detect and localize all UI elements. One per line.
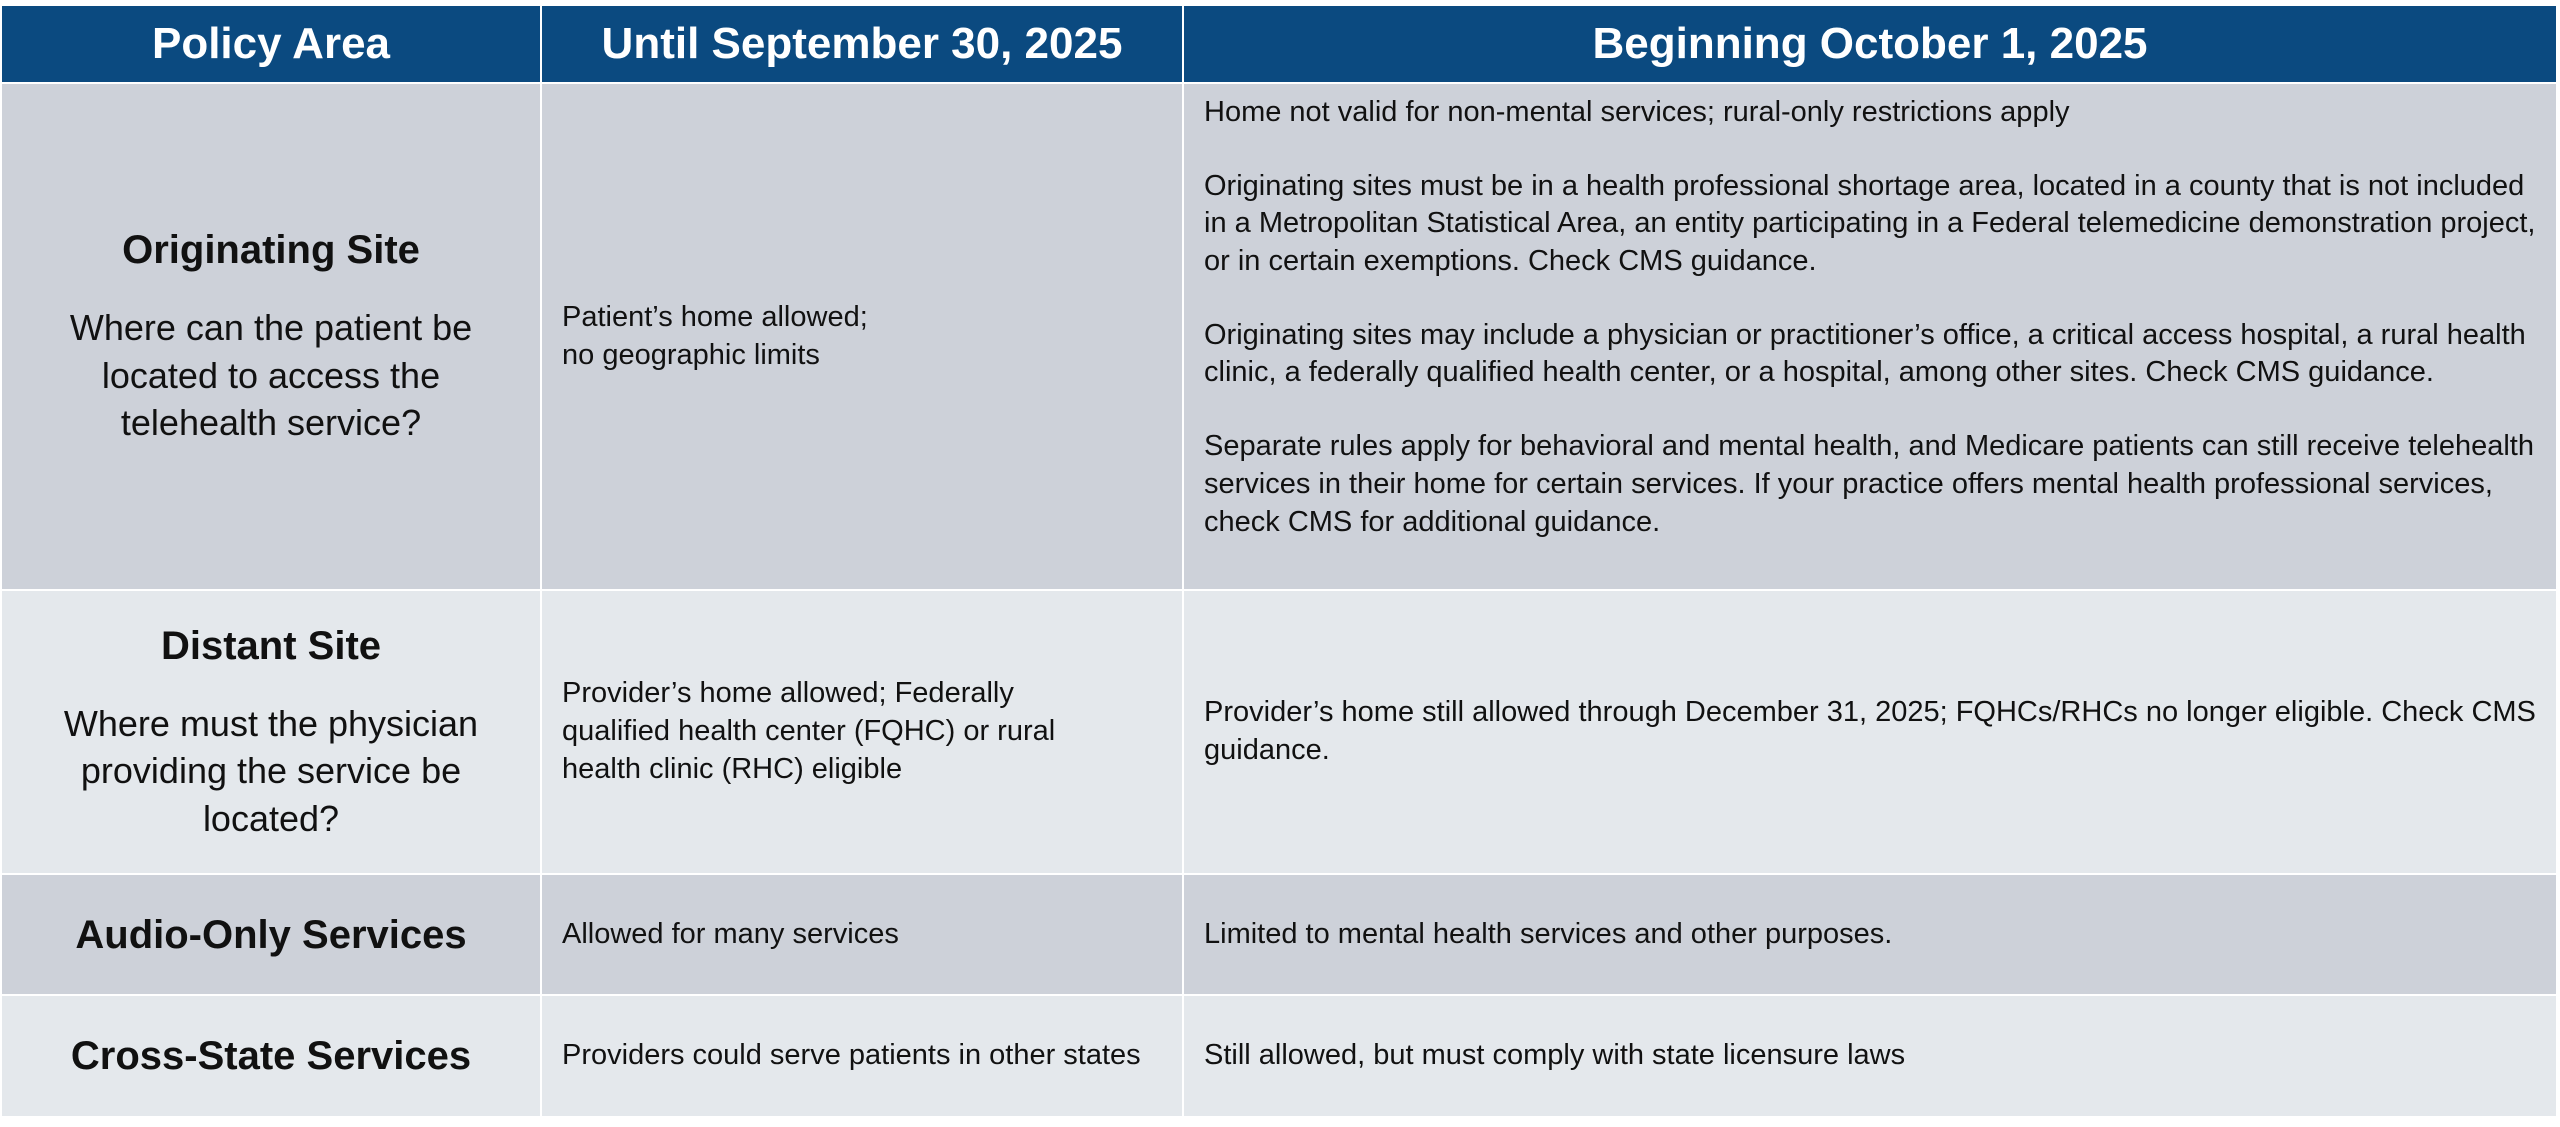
header-beginning-oct-1-2025: Beginning October 1, 2025 [1184, 6, 2556, 82]
beginning-originating-site [1184, 84, 2556, 589]
beginning-distant-site [1184, 591, 2556, 873]
until-cross-state-services [542, 996, 1182, 1116]
until-audio-only-services [542, 875, 1182, 994]
beginning-text: Provider’s home still allowed through December 31, 2025; FQHCs/RHCs no longer eligible. Check CMS guidance. [1204, 696, 2536, 766]
until-text: Allowed for many services [562, 917, 899, 950]
policy-area-distant-site [2, 591, 540, 873]
policy-area-title: Cross-State Services [70, 1034, 472, 1078]
policy-area-title: Audio-Only Services [75, 912, 467, 957]
policy-comparison-table [2, 6, 2556, 1124]
until-text: Providers could serve patients in other states [562, 1039, 1141, 1072]
header-until-sep-30-2025: Until September 30, 2025 [542, 6, 1182, 82]
policy-area-originating-site [2, 84, 540, 589]
beginning-paragraph: Separate rules apply for behavioral and mental health, and Medicare patients can still receive telehealth services in their home for certain services. If your practice offers mental health professional services, check CMS for additional guidance. [1204, 430, 2534, 538]
policy-area-question: Where can the patient be located to access the telehealth service? [69, 307, 473, 444]
beginning-text: Limited to mental health services and other purposes. [1204, 917, 1893, 950]
until-text-line: no geographic limits [562, 338, 820, 371]
policy-area-title: Originating Site [122, 228, 420, 273]
policy-area-title: Distant Site [160, 623, 382, 668]
beginning-paragraph: Originating sites must be in a health professional shortage area, located in a county that is not included in a Metropolitan Statistical Area, an entity participating in a Federal telemedicine demonstration project, or in certain exemptions. Check CMS guidance. [1204, 169, 2536, 278]
policy-area-question: Where must the physician providing the service be located? [63, 702, 479, 839]
policy-area-audio-only-services [2, 875, 540, 994]
beginning-audio-only-services [1184, 875, 2556, 994]
until-text-line: Patient’s home allowed; [562, 300, 868, 333]
beginning-paragraph: Originating sites may include a physician or practitioner’s office, a critical access hospital, a rural health clinic, a federally qualified health center, or a hospital, among other sites. Check CMS guidance. [1204, 318, 2526, 389]
beginning-paragraph: Home not valid for non-mental services; rural-only restrictions apply [1204, 96, 2070, 128]
beginning-text: Still allowed, but must comply with state licensure laws [1204, 1039, 1906, 1072]
policy-area-cross-state-services [2, 996, 540, 1116]
beginning-cross-state-services [1184, 996, 2556, 1116]
until-text: Provider’s home allowed; Federally qualified health center (FQHC) or rural health clinic (RHC) eligible [562, 677, 1056, 785]
until-originating-site [542, 84, 1182, 589]
until-distant-site [542, 591, 1182, 873]
header-policy-area: Policy Area [2, 6, 540, 82]
